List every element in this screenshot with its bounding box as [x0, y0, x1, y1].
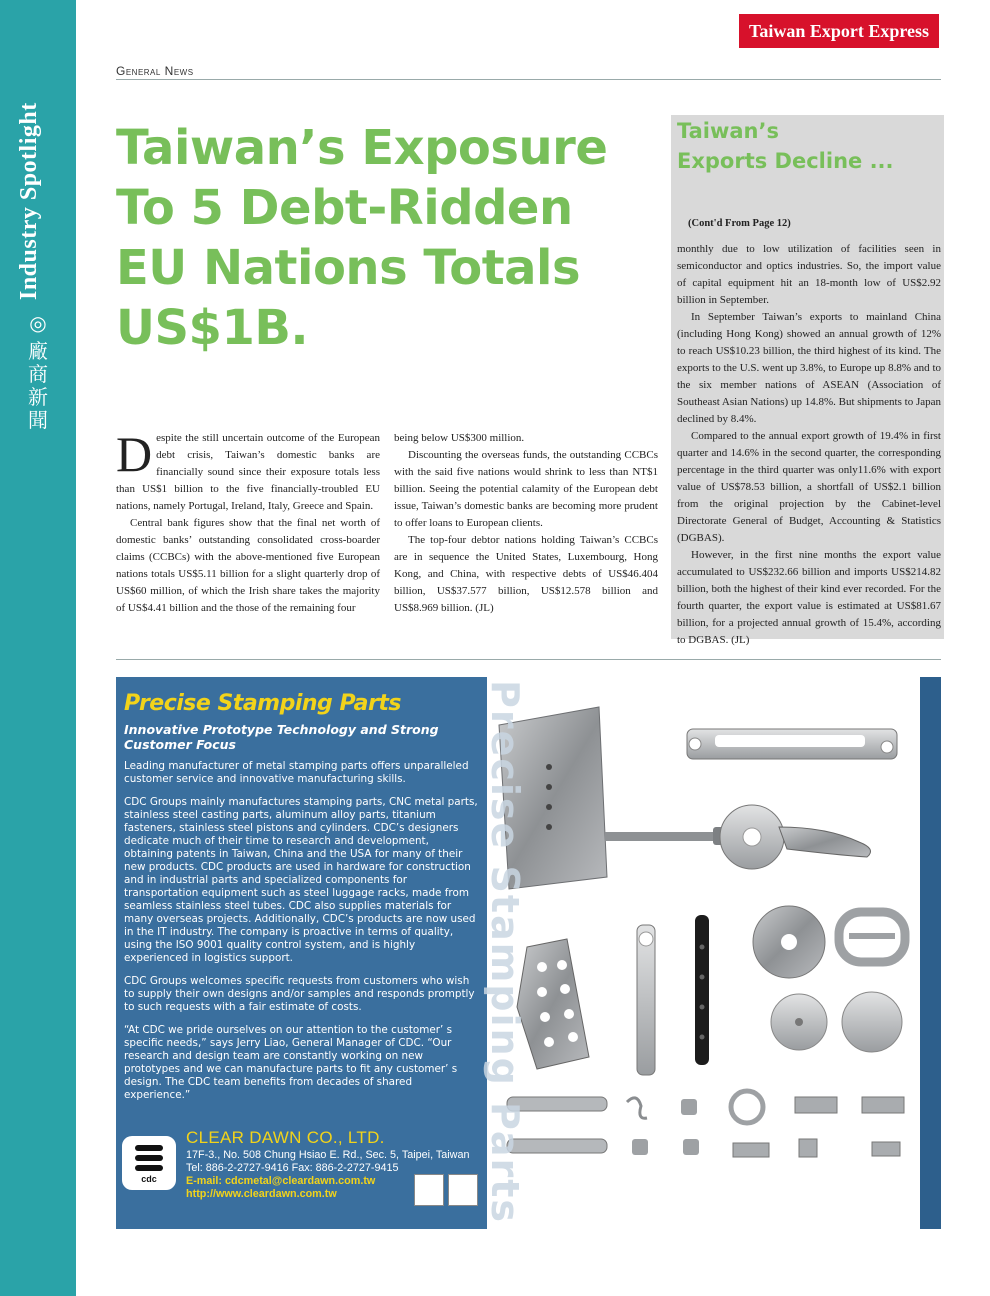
ad-p2: CDC Groups mainly manufactures stamping parts, CNC metal parts, stainless steel casting parts, aluminum alloy parts, titanium fasteners, stainless steel pistons and cylinders. CDC’s designers dedicate much of their time to research and development, obtaining patents in Taiwan, China and the USA for many of their new products. CDC products are used in hardware for construction and in industrial parts and specialized components for transportation equipment such as steel luggage racks, made from seamless stainless steel tubes. CDC also supplies materials for many overseas projects. Additionally, CDC’s products are now used in the IT industry. The company is proactive in terms of quality, using the ISO 9001 quality control system, and is highly experienced in logistics support.	[124, 796, 478, 964]
buckle-part	[839, 912, 905, 962]
stamping-parts-illustration	[483, 677, 920, 1229]
spring-parts	[507, 1091, 904, 1157]
cap-parts	[771, 992, 902, 1052]
section-label-text: General News	[116, 64, 194, 78]
publication-tag: Taiwan Export Express	[739, 14, 939, 48]
ad-body	[124, 760, 479, 1102]
strap-part	[637, 925, 655, 1075]
article-headline: Taiwan’s Exposure To 5 Debt-Ridden EU Nations Totals US$1B.	[116, 120, 608, 356]
ad-p1: Leading manufacturer of metal stamping parts offers unparalleled customer service and innovative manufacturing skills.	[124, 760, 469, 785]
sidebox-title	[677, 116, 937, 176]
top-rule	[116, 79, 941, 80]
lever-part	[687, 729, 897, 759]
side-cjk-label: 廠商新聞	[28, 339, 48, 432]
ad-p3: CDC Groups welcomes specific requests from customers who wish to supply their own designs and/or samples and responds promptly to such requests with a fair estimate of costs.	[124, 975, 475, 1013]
company-phones: Tel: 886-2-2727-9416 Fax: 886-2-2727-9415	[186, 1162, 399, 1174]
side-title: Industry Spotlight	[16, 102, 42, 300]
disc-handle-part	[720, 805, 871, 869]
article-column-1	[116, 426, 380, 617]
ad-watermark: Precise Stamping Parts	[483, 680, 527, 1225]
company-logo	[122, 1136, 176, 1190]
section-label	[116, 64, 194, 78]
sidebox-title-line1: Taiwan’s	[677, 119, 779, 143]
ad-edge-strip	[920, 677, 941, 1229]
ad-title: Precise Stamping Parts	[124, 691, 401, 716]
sidebox-p2: In September Taiwan’s exports to mainland China (including Hong Kong) showed an annual growth of 12% to reach US$10.23 billion, the third highest of its kind. The exports to the U.S. went up 3.8%, to Europe up 8.8% and to the six member nations of ASEAN (Association of Southeast Asian Nations) up 14.8%. But shipments to Japan declined by 8.4%.	[677, 311, 941, 425]
company-name: CLEAR DAWN CO., LTD.	[186, 1128, 385, 1147]
circle-icon: ◎	[29, 313, 47, 335]
company-website[interactable]: http://www.cleardawn.com.tw	[186, 1188, 337, 1200]
round-plate-part	[753, 906, 825, 978]
certification-badge	[448, 1174, 478, 1206]
article-p5: The top-four debtor nations holding Taiwan’s CCBCs are in sequence the United States, Luxembourg, Hong Kong, and China, with respective debts of US$46.404 billion, US$37.577 billion, US$12.578 billion and US$8.969 billion. (JL)	[394, 534, 658, 614]
ad-contact-block	[122, 1128, 482, 1224]
article-column-2	[394, 430, 658, 617]
ad-p4: “At CDC we pride ourselves on our attention to the customer’ s specific needs,” says Jerry Liao, General Manager of CDC. “Our research and design team are constantly working on new prototypes and we can manufacture parts to fit any customer’ s design. The CDC team benefits from decades of shared experience.”	[124, 1024, 458, 1101]
ad-subtitle: Innovative Prototype Technology and Strong Customer Focus	[124, 722, 439, 752]
sidebox-p4: However, in the first nine months the export value accumulated to US$232.66 billion and imports US$214.82 billion, both the highest of their kind ever recorded. For the fourth quarter, the export value is estimated at US$81.67 billion, for a projected annual growth of 15.4%, according to DGBAS. (JL)	[677, 549, 941, 646]
drop-cap: D	[116, 426, 153, 482]
sidebox-p3: Compared to the annual export growth of 19.4% in first quarter and 14.6% in the second quarter, the corresponding percentage in the third quarter was only11.6% with export value of US$78.53 billion, a shortfall of US$2.1 billion from the original projection by the Cabinet-level Directorate General of Budget, Accounting & Statistics (DGBAS).	[677, 430, 941, 544]
sidebox-column	[677, 241, 941, 649]
black-strip-part	[695, 915, 709, 1065]
article-p3: being below US$300 million.	[394, 432, 525, 444]
cdc-logo-icon	[127, 1141, 171, 1185]
sidebox-p1: monthly due to low utilization of facilities seen in semiconductor and optics industries. So, the import value of capital equipment hit an 18-month low of US$2.92 billion in September.	[677, 243, 941, 306]
article-p4: Discounting the overseas funds, the outstanding CCBCs with the said five nations would shrink to less than NT$1 billion. Seeing the potential calamity of the European debt issue, Taiwan’s domestic banks are becoming more prudent to offer loans to European clients.	[394, 449, 658, 529]
product-photo-area	[483, 677, 920, 1229]
company-address: 17F-3., No. 508 Chung Hsiao E. Rd., Sec. 5, Taipei, Taiwan	[186, 1149, 470, 1161]
continued-note: (Cont'd From Page 12)	[688, 218, 791, 229]
article-p1: espite the still uncertain outcome of the European debt crisis, Taiwan’s domestic banks are financially sound since their exposure totals less than US$1 billion to the five financially-troubled EU nations, namely Portugal, Ireland, Italy, Greece and Spain.	[116, 432, 380, 512]
middle-rule	[116, 659, 941, 660]
article-p2: Central bank figures show that the final net worth of domestic banks’ outstanding consolidated cross-boarder claims (CCBCs) with the above-mentioned five European nations totals US$5.11 billion for a slight quarterly drop of US$60 million, of which the Irish share takes the majority of US$4.41 billion and the those of the remaining four	[116, 517, 380, 614]
article-paragraph	[116, 426, 380, 515]
sidebox-title-line2: Exports Decline ...	[677, 149, 894, 173]
company-email[interactable]: E-mail: cdcmetal@cleardawn.com.tw	[186, 1175, 376, 1187]
certification-badge	[414, 1174, 444, 1206]
logo-wordmark: cdc	[141, 1174, 157, 1184]
perforated-plate-part	[517, 939, 589, 1069]
